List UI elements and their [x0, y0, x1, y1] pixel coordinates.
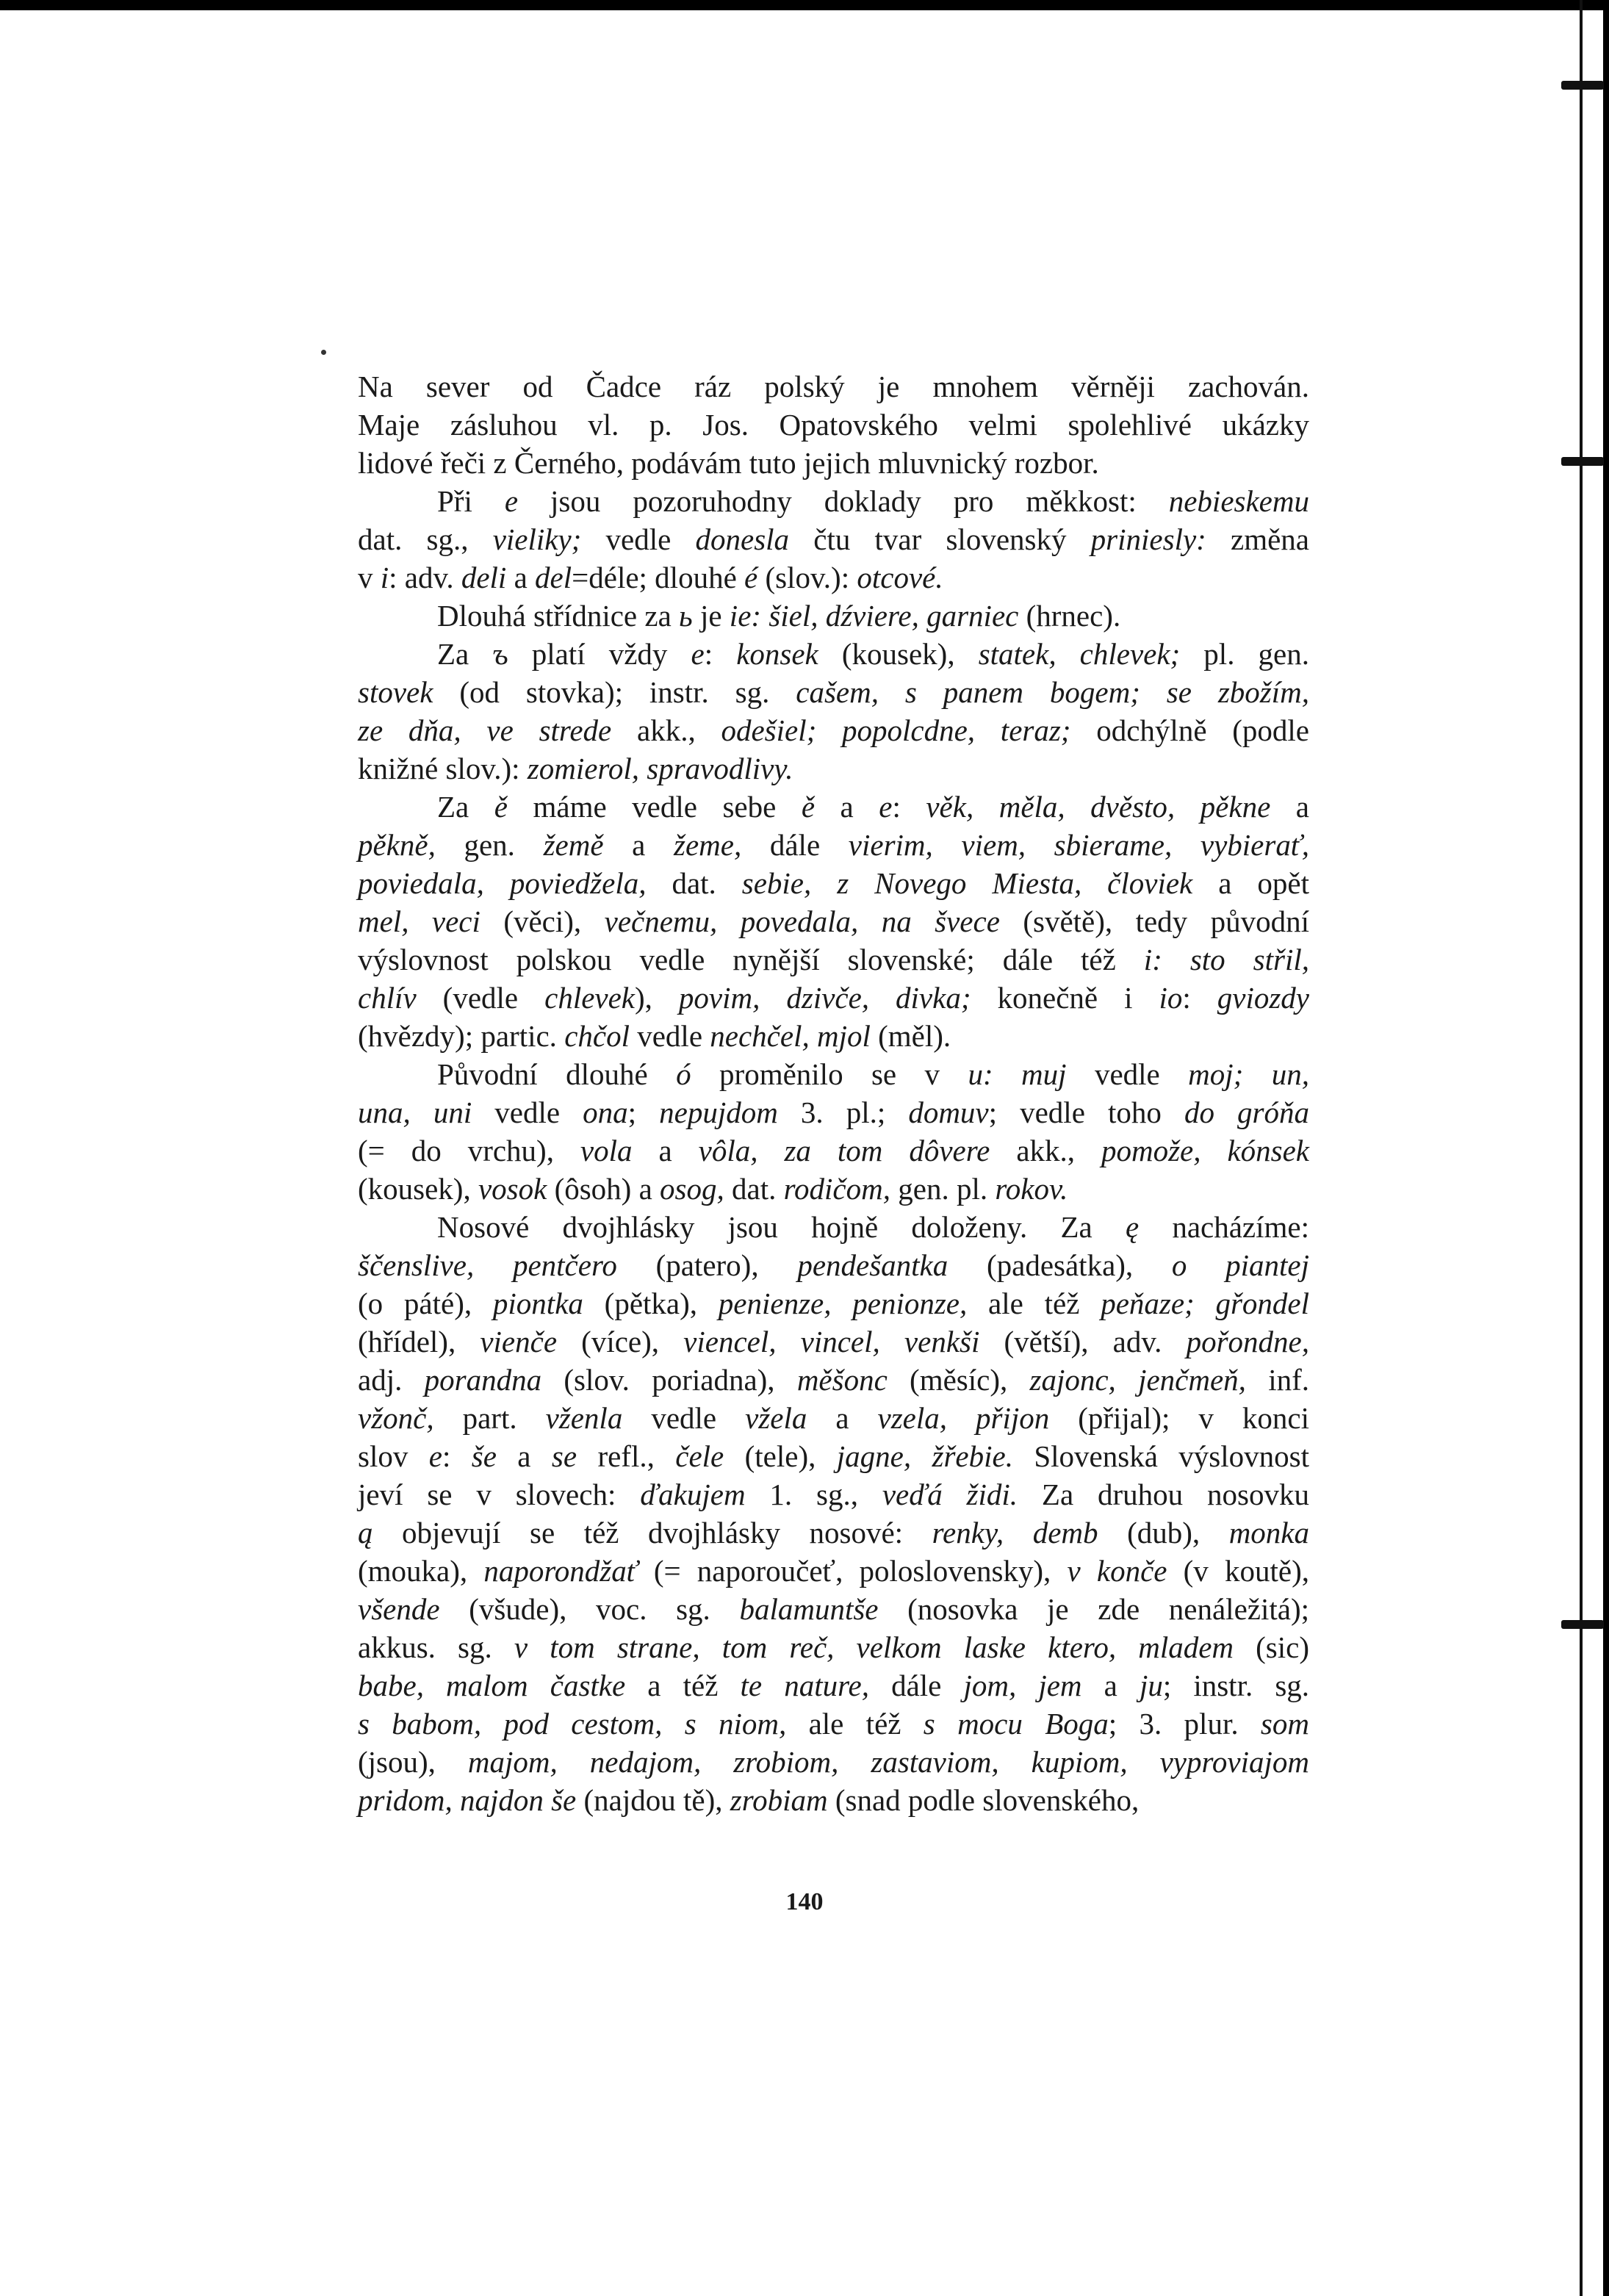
text-line: babe, malom častke a též te nature, dále jom, jem a ju; instr. sg.: [358, 1669, 1310, 1702]
text-line: Původní dlouhé ó proměnilo se v u: muj vedle moj; un,: [437, 1057, 1309, 1091]
text-line: s babom, pod cestom, s niom, ale též s mocu Boga; 3. plur. som: [358, 1707, 1309, 1741]
text-line: Při e jsou pozoruhodny doklady pro měkkost: nebieskemu: [437, 484, 1309, 518]
text-line: (mouka), naporondžať (= naporoučeť, poloslovensky), v konče (v koutě),: [358, 1554, 1309, 1588]
text-line: všende (všude), voc. sg. balamuntše (nosovka je zde nenáležitá);: [358, 1592, 1309, 1626]
text-line: Na sever od Čadce ráz polský je mnohem věrněji zachován.: [358, 370, 1309, 403]
text-line: (= do vrchu), vola a vôla, za tom dôvere akk., pomože, kónsek: [358, 1134, 1310, 1167]
text-line: Dlouhá střídnice za ь je ie: šiel, dźviere, garniec (hrnec).: [437, 599, 1121, 633]
text-line: Za ě máme vedle sebe ě a e: věk, měla, dvěsto, pěkne a: [437, 790, 1309, 824]
binding-edge-line: [1580, 470, 1583, 1631]
text-line: adj. porandna (slov. poriadna), měšonc (měsíc), zajonc, jenčmeň, inf.: [358, 1363, 1309, 1397]
text-line: (kousek), vosok (ôsoh) a osog, dat. rodičom, gen. pl. rokov.: [358, 1172, 1068, 1206]
text-line: lidové řeči z Černého, podávám tuto jejich mluvnický rozbor.: [358, 446, 1099, 480]
text-line: akkus. sg. v tom strane, tom reč, velkom laske ktero, mladem (sic): [358, 1630, 1310, 1664]
page-body-text: [358, 367, 1309, 1819]
scan-speck: [321, 350, 326, 355]
scan-right-border: [1603, 0, 1609, 2296]
text-line: (hřídel), vienče (více), viencel, vincel, venkši (větší), adv. pořondne,: [358, 1325, 1309, 1358]
text-line: una, uni vedle ona; nepujdom 3. pl.; domuv; vedle toho do gróňa: [358, 1095, 1309, 1129]
text-line: slov e: še a se refl., čele (tele), jagne, žřebie. Slovenská výslovnost: [358, 1439, 1309, 1473]
binding-edge-line: [1580, 0, 1583, 470]
text-line: knižné slov.): zomierol, spravodlivy.: [358, 752, 793, 785]
text-line: ze dňa, ve strede akk., odešiel; popolcdne, teraz; odchýlně (podle: [358, 713, 1310, 747]
text-line: ą objevují se též dvojhlásky nosové: renky, demb (dub), monka: [358, 1516, 1309, 1550]
binding-clip-mark: [1561, 457, 1604, 466]
text-line: Za ъ platí vždy e: konsek (kousek), statek, chlevek; pl. gen.: [437, 637, 1309, 671]
text-line: dat. sg., vieliky; vedle donesla čtu tvar slovenský priniesly: změna: [358, 522, 1309, 556]
binding-edge-line: [1580, 1631, 1583, 2296]
binding-clip-mark: [1561, 81, 1604, 90]
text-line: poviedala, poviedžela, dat. sebie, z Novego Miesta, človiek a opět: [358, 866, 1309, 900]
text-line: (jsou), majom, nedajom, zrobiom, zastaviom, kupiom, vyproviajom: [358, 1745, 1310, 1779]
text-line: v i: adv. deli a del=déle; dlouhé é (slov.): otcové.: [358, 561, 943, 594]
text-line: Maje zásluhou vl. p. Jos. Opatovského velmi spolehlivé ukázky: [358, 408, 1309, 442]
text-line: (hvězdy); partic. chčol vedle nechčel, mjol (měl).: [358, 1019, 951, 1053]
text-line: stovek (od stovka); instr. sg. cašem, s panem bogem; se zbožím,: [358, 675, 1309, 709]
text-line: mel, veci (věci), večnemu, povedala, na švece (světě), tedy původní: [358, 904, 1310, 938]
text-line: výslovnost polskou vedle nynější slovenské; dále též i: sto střil,: [358, 943, 1309, 976]
text-line: vžonč, part. vženla vedle vžela a vzela, přijon (přijal); v konci: [358, 1401, 1309, 1435]
text-line: jeví se v slovech: ďakujem 1. sg., veďá židi. Za druhou nosovku: [358, 1478, 1309, 1511]
page-number: 140: [785, 1888, 824, 1915]
text-line: pridom, najdon še (najdou tě), zrobiam (snad podle slovenského,: [358, 1783, 1140, 1817]
binding-clip-mark: [1561, 1620, 1604, 1629]
text-line: pěkně, gen. žemě a žeme, dále vierim, viem, sbierame, vybierať,: [358, 828, 1309, 862]
text-line: (o páté), piontka (pětka), penienze, penionze, ale též peňaze; gřondel: [358, 1286, 1310, 1320]
text-line: Nosové dvojhlásky jsou hojně doloženy. Za ę nacházíme:: [437, 1210, 1309, 1244]
text-line: chlív (vedle chlevek), povim, dzivče, divka; konečně i io: gviozdy: [358, 981, 1310, 1015]
scan-top-border: [0, 0, 1609, 10]
text-line: ščenslive, pentčero (patero), pendešantka (padesátka), o piantej: [358, 1248, 1309, 1282]
